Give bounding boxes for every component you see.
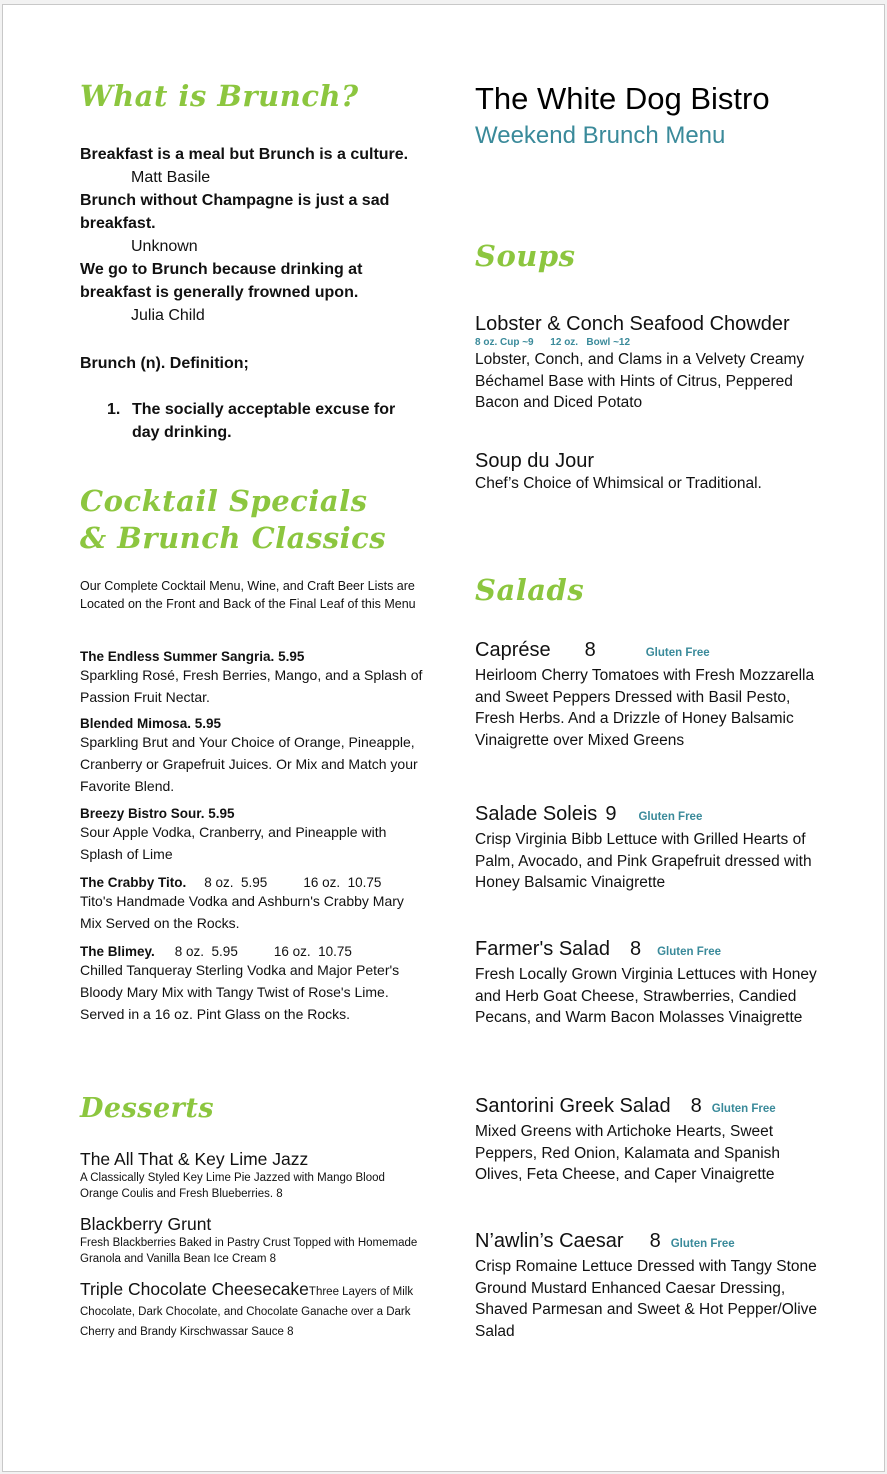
cocktail-heading bbox=[80, 483, 386, 557]
drink-name-row bbox=[80, 875, 425, 890]
drink-desc: Sparkling Brut and Your Choice of Orange, Pineapple, Cranberry or Grapefruit Juices. Or Mix and Match your Favorite Blend. bbox=[80, 734, 418, 794]
gluten-free-badge: Gluten Free bbox=[670, 1238, 735, 1250]
gluten-free-badge: Gluten Free bbox=[645, 647, 710, 659]
salad-desc: Crisp Virginia Bibb Lettuce with Grilled Hearts of Palm, Avocado, and Pink Grapefruit dressed with Honey Balsamic Vinaigrette bbox=[475, 831, 812, 891]
salad-price: 8 bbox=[649, 1230, 661, 1252]
drink-desc: Sour Apple Vodka, Cranberry, and Pineapple with Splash of Lime bbox=[80, 824, 387, 862]
salad-desc: Crisp Romaine Lettuce Dressed with Tangy Stone Ground Mustard Enhanced Caesar Dressing, Shaved Parmesan and Sweet & Hot Pepper/Olive Salad bbox=[475, 1258, 818, 1340]
soup-sizes: 8 oz. Cup ~9 12 oz. Bowl ~12 bbox=[475, 337, 631, 348]
brunch-heading: What is Brunch? bbox=[80, 79, 359, 113]
drink-name-row bbox=[80, 944, 425, 959]
dessert-item bbox=[80, 1213, 425, 1267]
drink-price-16oz: 16 oz. 10.75 bbox=[303, 875, 382, 890]
drink-item bbox=[80, 875, 425, 934]
quote-3: We go to Brunch because drinking at breakfast is generally frowned upon. bbox=[80, 261, 363, 301]
salad-name: Caprése bbox=[475, 639, 551, 661]
salad-name-row bbox=[475, 638, 825, 665]
salad-name-row bbox=[475, 802, 825, 829]
salad-desc: Fresh Locally Grown Virginia Lettuces with Honey and Herb Goat Cheese, Strawberries, Candied Pecans, and Warm Bacon Molasses Vinaigrette bbox=[475, 966, 817, 1026]
salad-price: 8 bbox=[584, 639, 596, 661]
desserts-list bbox=[80, 1148, 425, 1342]
salad-item bbox=[475, 1094, 825, 1186]
desserts-heading: Desserts bbox=[80, 1093, 215, 1124]
salad-desc: Mixed Greens with Artichoke Hearts, Sweet Peppers, Red Onion, Kalamata and Spanish Olives, Feta Cheese, and Caper Vinaigrette bbox=[475, 1123, 781, 1183]
dessert-name: The All That & Key Lime Jazz bbox=[80, 1149, 309, 1169]
quotes-block bbox=[80, 143, 425, 327]
dessert-name: Triple Chocolate Cheesecake bbox=[80, 1279, 309, 1299]
soups-heading: Soups bbox=[475, 239, 576, 273]
salad-name-row bbox=[475, 1229, 825, 1256]
definition-text: The socially acceptable excuse for day drinking. bbox=[132, 401, 396, 441]
quote-1-author: Matt Basile bbox=[131, 169, 211, 186]
salad-name: N’awlin’s Caesar bbox=[475, 1230, 624, 1252]
cocktail-heading-line1: Cocktail Specials bbox=[80, 484, 368, 518]
drink-name: Breezy Bistro Sour. 5.95 bbox=[80, 806, 235, 821]
drink-price-8oz: 8 oz. 5.95 bbox=[204, 875, 268, 890]
page-subtitle: Weekend Brunch Menu bbox=[475, 122, 726, 149]
salad-price: 8 bbox=[690, 1095, 702, 1117]
drink-name: The Blimey. bbox=[80, 944, 155, 959]
drink-item bbox=[80, 806, 425, 865]
soup-name: Soup du Jour bbox=[475, 450, 594, 472]
drink-desc: Sparkling Rosé, Fresh Berries, Mango, and a Splash of Passion Fruit Nectar. bbox=[80, 667, 423, 705]
drink-name: The Crabby Tito. bbox=[80, 875, 187, 890]
drink-item bbox=[80, 649, 425, 708]
drink-desc: Tito's Handmade Vodka and Ashburn's Crabby Mary Mix Served on the Rocks. bbox=[80, 893, 404, 931]
gluten-free-badge: Gluten Free bbox=[657, 946, 722, 958]
soup-desc: Chef’s Choice of Whimsical or Traditional. bbox=[475, 475, 762, 492]
drink-name: Blended Mimosa. 5.95 bbox=[80, 716, 222, 731]
drink-item bbox=[80, 944, 425, 1025]
salad-item bbox=[475, 638, 825, 751]
salad-name: Salade Soleis bbox=[475, 803, 598, 825]
salad-price: 8 bbox=[629, 938, 642, 960]
dessert-name: Blackberry Grunt bbox=[80, 1214, 212, 1234]
salad-price: 9 bbox=[605, 803, 617, 825]
salad-desc: Heirloom Cherry Tomatoes with Fresh Mozzarella and Sweet Peppers Dressed with Basil Pesto, Fresh Herbs. And a Drizzle of Honey Balsamic Vinaigrette over Mixed Greens bbox=[475, 667, 815, 749]
dessert-desc: Three Layers of Milk Chocolate, Dark Chocolate, and Chocolate Ganache over a Dark Cherry and Brandy Kirschwassar Sauce 8 bbox=[80, 1286, 414, 1338]
drink-desc: Chilled Tanqueray Sterling Vodka and Major Peter's Bloody Mary Mix with Tangy Twist of Rose's Lime. Served in a 16 oz. Pint Glass on the Rocks. bbox=[80, 962, 400, 1022]
salad-name: Farmer's Salad bbox=[475, 938, 610, 960]
dessert-item bbox=[80, 1278, 425, 1342]
salad-name-row bbox=[475, 1094, 825, 1121]
gluten-free-badge: Gluten Free bbox=[638, 811, 703, 823]
quote-2-author: Unknown bbox=[131, 238, 198, 255]
cocktail-note: Our Complete Cocktail Menu, Wine, and Craft Beer Lists are Located on the Front and Back of the Final Leaf of this Menu bbox=[80, 579, 416, 611]
quote-1: Breakfast is a meal but Brunch is a culture. bbox=[80, 146, 409, 163]
drink-item bbox=[80, 716, 425, 797]
drink-name: The Endless Summer Sangria. 5.95 bbox=[80, 649, 305, 664]
soup-item bbox=[475, 449, 820, 495]
salad-name: Santorini Greek Salad bbox=[475, 1095, 671, 1117]
gluten-free-badge: Gluten Free bbox=[711, 1103, 776, 1115]
definition-number: 1. bbox=[107, 401, 121, 418]
page-title: The White Dog Bistro bbox=[475, 81, 770, 116]
quote-3-author: Julia Child bbox=[131, 307, 205, 324]
salad-name-row bbox=[475, 937, 825, 964]
menu-page bbox=[2, 4, 885, 1472]
drink-price-16oz: 16 oz. 10.75 bbox=[273, 944, 352, 959]
definition-label: Brunch (n). Definition; bbox=[80, 355, 249, 372]
soup-desc: Lobster, Conch, and Clams in a Velvety Creamy Béchamel Base with Hints of Citrus, Peppered Bacon and Diced Potato bbox=[475, 351, 805, 411]
drink-price-8oz: 8 oz. 5.95 bbox=[174, 944, 238, 959]
dessert-item bbox=[80, 1148, 425, 1202]
salad-item bbox=[475, 1229, 825, 1342]
quote-2: Brunch without Champagne is just a sad breakfast. bbox=[80, 192, 390, 232]
drinks-list bbox=[80, 649, 425, 1025]
soup-name: Lobster & Conch Seafood Chowder bbox=[475, 313, 790, 335]
salads-heading: Salads bbox=[475, 573, 585, 607]
dessert-desc: A Classically Styled Key Lime Pie Jazzed with Mango Blood Orange Coulis and Fresh Blueberries. 8 bbox=[80, 1172, 385, 1200]
dessert-desc: Fresh Blackberries Baked in Pastry Crust Topped with Homemade Granola and Vanilla Bean Ice Cream 8 bbox=[80, 1237, 418, 1265]
cocktail-heading-line2: & Brunch Classics bbox=[80, 521, 387, 555]
salad-item bbox=[475, 937, 825, 1029]
soup-item bbox=[475, 312, 820, 414]
salad-item bbox=[475, 802, 825, 894]
